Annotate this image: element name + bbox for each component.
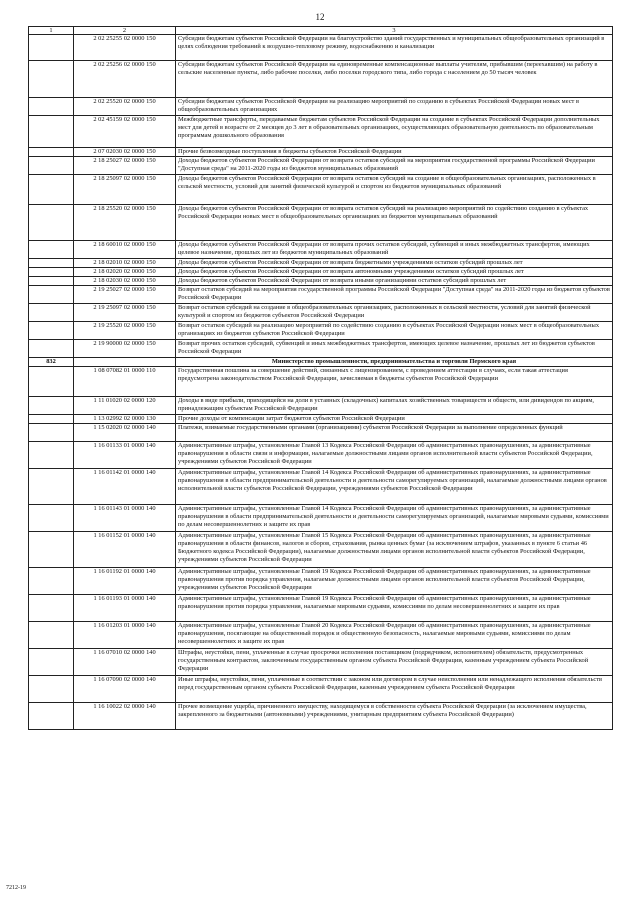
revenue-code-cell: 1 16 07010 02 0000 140 xyxy=(74,649,176,676)
table-row xyxy=(29,424,613,442)
revenue-description-cell: Доходы бюджетов субъектов Российской Федерации от возврата остатков субсидий на создание в общеобразовательных организациях, расположенных в сельской местности, условий для занятий физической культурой и спортом из бюджетов муниципальных образований xyxy=(176,175,613,205)
revenue-description-cell: Прочее возмещение ущерба, причиненного имуществу, находящемуся в собственности субъекта Российской Федерации (за исключением имущества, закрепленного за бюджетными (автономными) учреждениями, унитарным предприятиям субъекта Российской Федерации) xyxy=(176,703,613,730)
revenue-description-cell: Административные штрафы, установленные Главой 13 Кодекса Российской Федерации об административных правонарушениях, за административные правонарушения в области связи и информации, налагаемые должностными лицами органов исполнительной власти субъектов Российской Федерации, учреждениями субъектов Российской Федерации xyxy=(176,442,613,469)
table-row xyxy=(29,622,613,649)
admin-code-cell xyxy=(29,148,74,157)
revenue-description-cell: Иные штрафы, неустойки, пени, уплаченные в соответствии с законом или договором в случае неисполнения или ненадлежащего исполнения обязательств перед государственным органом субъекта Российской Федерации, казенным учреждением субъекта Российской Федерации xyxy=(176,676,613,703)
revenue-description-cell: Платежи, взимаемые государственными органами (организациями) субъектов Российской Федерации за выполнение определенных функций xyxy=(176,424,613,442)
revenue-code-cell: 1 16 01193 01 0000 140 xyxy=(74,595,176,622)
table-row xyxy=(29,568,613,595)
revenue-code-cell: 1 16 01133 01 0000 140 xyxy=(74,442,176,469)
revenue-description-cell: Административные штрафы, установленные Главой 20 Кодекса Российской Федерации об административных правонарушениях, за административные правонарушения, посягающие на общественный порядок и общественную безопасность, налагаемые мировыми судьями, комиссиями по делам несовершеннолетних и защите их прав xyxy=(176,622,613,649)
revenue-description-cell: Административные штрафы, установленные Главой 19 Кодекса Российской Федерации об административных правонарушениях, за административные правонарушения против порядка управления, налагаемые должностными лицами органов исполнительной власти субъектов Российской Федерации, учреждениями субъектов Российской Федерации xyxy=(176,568,613,595)
revenue-description-cell: Прочие безвозмездные поступления в бюджеты субъектов Российской Федерации xyxy=(176,148,613,157)
revenue-code-cell: 1 15 02020 02 0000 140 xyxy=(74,424,176,442)
page-number: 12 xyxy=(315,12,325,22)
revenue-description-cell: Возврат остатков субсидий на создание в общеобразовательных организациях, расположенных в сельской местности, условий для занятий физической культурой и спортом из бюджетов субъектов Российской Федерации xyxy=(176,304,613,322)
admin-code-cell xyxy=(29,595,74,622)
admin-code-cell xyxy=(29,367,74,397)
table-row xyxy=(29,241,613,259)
admin-code-cell xyxy=(29,505,74,532)
admin-code-cell xyxy=(29,304,74,322)
revenue-description-cell: Межбюджетные трансферты, передаваемые бюджетам субъектов Российской Федерации на создание в субъектах Российской Федерации дополнительных мест для детей в возрасте от 2 месяцев до 3 лет в образовательных организациях, осуществляющих образовательную деятельность по образовательным программам дошкольного образования xyxy=(176,116,613,148)
admin-code-cell xyxy=(29,259,74,268)
table-row xyxy=(29,116,613,148)
table-row xyxy=(29,277,613,286)
revenue-description-cell: Субсидии бюджетам субъектов Российской Федерации на единовременные компенсационные выплаты учителям, прибывшим (переехавшим) на работу в сельские населенные пункты, либо рабочие поселки, либо поселки городского типа, либо города с населением до 50 тысяч человек xyxy=(176,61,613,98)
ministry-title: Министерство промышленности, предпринимательства и торговли Пермского края xyxy=(176,358,613,367)
revenue-description-cell: Административные штрафы, установленные Главой 15 Кодекса Российской Федерации об административных правонарушениях, за административные правонарушения в области финансов, налогов и сборов, страхования, рынка ценных бумаг (за исключением штрафов, указанных в пункте 6 статьи 46 Бюджетного кодекса Российской Федерации), налагаемые должностными лицами органов исполнительной власти субъектов Российской Федерации, учреждениями субъектов Российской Федерации xyxy=(176,532,613,568)
revenue-description-cell: Государственная пошлина за совершение действий, связанных с лицензированием, с проведением аттестации в случаях, если такая аттестация предусмотрена законодательством Российской Федерации, зачисляемая в бюджеты субъектов Российской Федерации xyxy=(176,367,613,397)
revenue-code-cell: 2 02 25255 02 0000 150 xyxy=(74,35,176,61)
revenue-code-cell: 1 08 07082 01 0000 110 xyxy=(74,367,176,397)
revenue-code-cell: 2 18 02020 02 0000 150 xyxy=(74,268,176,277)
admin-code-cell xyxy=(29,676,74,703)
revenue-code-cell: 2 18 25097 02 0000 150 xyxy=(74,175,176,205)
revenue-code-cell: 2 19 25097 02 0000 150 xyxy=(74,304,176,322)
revenue-description-cell: Доходы бюджетов субъектов Российской Федерации от возврата иными организациями остатков субсидий прошлых лет xyxy=(176,277,613,286)
revenue-description-cell: Доходы бюджетов субъектов Российской Федерации от возврата автономными учреждениями остатков субсидий прошлых лет xyxy=(176,268,613,277)
revenue-code-cell: 2 18 25027 02 0000 150 xyxy=(74,157,176,175)
revenue-code-cell: 2 19 90000 02 0000 150 xyxy=(74,340,176,358)
admin-code-cell xyxy=(29,205,74,241)
ministry-row xyxy=(29,358,613,367)
admin-code-cell xyxy=(29,415,74,424)
revenue-code-cell: 2 02 45159 02 0000 150 xyxy=(74,116,176,148)
revenue-code-cell: 2 18 60010 02 0000 150 xyxy=(74,241,176,259)
admin-code-cell xyxy=(29,175,74,205)
admin-code-cell xyxy=(29,35,74,61)
table-row xyxy=(29,649,613,676)
revenue-description-cell: Прочие доходы от компенсации затрат бюджетов субъектов Российской Федерации xyxy=(176,415,613,424)
table-row xyxy=(29,595,613,622)
revenue-description-cell: Доходы бюджетов субъектов Российской Федерации от возврата остатков субсидий на реализацию мероприятий по содействию созданию в субъектах Российской Федерации новых мест в общеобразовательных организациях из бюджетов муниципальных образований xyxy=(176,205,613,241)
revenue-code-cell: 1 16 01152 01 0000 140 xyxy=(74,532,176,568)
table-header-row xyxy=(29,27,613,35)
revenue-description-cell: Административные штрафы, установленные Главой 19 Кодекса Российской Федерации об административных правонарушениях, за административные правонарушения против порядка управления, налагаемые мировыми судьями, комиссиями по делам несовершеннолетних и защите их прав xyxy=(176,595,613,622)
revenue-code-cell: 2 02 25256 02 0000 150 xyxy=(74,61,176,98)
table-row xyxy=(29,676,613,703)
revenue-code-cell: 1 13 02992 02 0000 130 xyxy=(74,415,176,424)
admin-code-cell xyxy=(29,116,74,148)
revenue-description-cell: Административные штрафы, установленные Главой 14 Кодекса Российской Федерации об административных правонарушениях, за административные правонарушения в области предпринимательской деятельности и деятельности саморегулируемых организаций, налагаемые мировыми судьями, комиссиями по делам несовершеннолетних и защите их прав xyxy=(176,505,613,532)
ministry-number: 832 xyxy=(29,358,74,367)
admin-code-cell xyxy=(29,268,74,277)
table-row xyxy=(29,442,613,469)
revenue-code-cell: 1 16 07090 02 0000 140 xyxy=(74,676,176,703)
admin-code-cell xyxy=(29,241,74,259)
admin-code-cell xyxy=(29,61,74,98)
revenue-description-cell: Возврат остатков субсидий на реализацию мероприятий по содействию созданию в субъектах Российской Федерации новых мест в общеобразовательных организациях из бюджетов субъектов Российской Федерации xyxy=(176,322,613,340)
table-row xyxy=(29,98,613,116)
revenue-code-cell: 1 16 10022 02 0000 140 xyxy=(74,703,176,730)
revenue-code-cell: 2 18 02030 02 0000 150 xyxy=(74,277,176,286)
header-col-1: 1 xyxy=(29,27,74,35)
admin-code-cell xyxy=(29,424,74,442)
document-footer-code: 7212-19 xyxy=(6,885,26,891)
admin-code-cell xyxy=(29,469,74,505)
revenue-code-cell: 1 16 01143 01 0000 140 xyxy=(74,505,176,532)
revenue-code-cell: 2 18 25520 02 0000 150 xyxy=(74,205,176,241)
admin-code-cell xyxy=(29,703,74,730)
table-row xyxy=(29,259,613,268)
revenue-code-cell: 2 19 25027 02 0000 150 xyxy=(74,286,176,304)
revenue-description-cell: Доходы бюджетов субъектов Российской Федерации от возврата остатков субсидий на мероприятия государственной программы Российской Федерации "Доступная среда" на 2011-2020 годы из бюджетов муниципальных образований xyxy=(176,157,613,175)
admin-code-cell xyxy=(29,532,74,568)
table-row xyxy=(29,505,613,532)
admin-code-cell xyxy=(29,98,74,116)
table-row xyxy=(29,35,613,61)
table-row xyxy=(29,157,613,175)
revenue-code-cell: 1 16 01203 01 0000 140 xyxy=(74,622,176,649)
table-row xyxy=(29,304,613,322)
table-row xyxy=(29,532,613,568)
admin-code-cell xyxy=(29,286,74,304)
revenue-description-cell: Доходы бюджетов субъектов Российской Федерации от возврата прочих остатков субсидий, субвенций и иных межбюджетных трансфертов, имеющих целевое назначение, прошлых лет из бюджетов муниципальных образований xyxy=(176,241,613,259)
revenue-code-cell: 2 02 25520 02 0000 150 xyxy=(74,98,176,116)
table-row xyxy=(29,415,613,424)
admin-code-cell xyxy=(29,397,74,415)
revenue-description-cell: Административные штрафы, установленные Главой 14 Кодекса Российской Федерации об административных правонарушениях, за административные правонарушения в области предпринимательской деятельности и деятельности саморегулируемых организаций, налагаемые должностными лицами органов исполнительной власти субъектов Российской Федерации, учреждениями субъектов Российской Федерации xyxy=(176,469,613,505)
revenue-codes-table xyxy=(28,26,613,730)
table-row xyxy=(29,286,613,304)
admin-code-cell xyxy=(29,340,74,358)
revenue-code-cell: 1 16 01192 01 0000 140 xyxy=(74,568,176,595)
revenue-description-cell: Возврат прочих остатков субсидий, субвенций и иных межбюджетных трансфертов, имеющих целевое назначение, прошлых лет из бюджетов субъектов Российской Федерации xyxy=(176,340,613,358)
revenue-code-cell: 1 11 01020 02 0000 120 xyxy=(74,397,176,415)
header-col-2: 2 xyxy=(74,27,176,35)
table-row xyxy=(29,148,613,157)
table-row xyxy=(29,397,613,415)
admin-code-cell xyxy=(29,157,74,175)
revenue-description-cell: Доходы бюджетов субъектов Российской Федерации от возврата бюджетными учреждениями остатков субсидий прошлых лет xyxy=(176,259,613,268)
revenue-description-cell: Возврат остатков субсидий на мероприятия государственной программы Российской Федерации "Доступная среда" на 2011-2020 годы из бюджетов субъектов Российской Федерации xyxy=(176,286,613,304)
table-row xyxy=(29,703,613,730)
revenue-description-cell: Субсидии бюджетам субъектов Российской Федерации на благоустройство зданий государственных и муниципальных общеобразовательных организаций в целях соблюдения требований к воздушно-тепловому режиму, водоснабжению и канализации xyxy=(176,35,613,61)
admin-code-cell xyxy=(29,322,74,340)
admin-code-cell xyxy=(29,442,74,469)
ministry-spacer-cell xyxy=(74,358,176,367)
admin-code-cell xyxy=(29,622,74,649)
revenue-code-cell: 1 16 01142 01 0000 140 xyxy=(74,469,176,505)
table-row xyxy=(29,268,613,277)
header-col-3: 3 xyxy=(176,27,613,35)
table-row xyxy=(29,322,613,340)
revenue-code-cell: 2 07 02030 02 0000 150 xyxy=(74,148,176,157)
table-row xyxy=(29,205,613,241)
table-row xyxy=(29,340,613,358)
table-row xyxy=(29,175,613,205)
table-row xyxy=(29,61,613,98)
table-row xyxy=(29,367,613,397)
revenue-description-cell: Доходы в виде прибыли, приходящейся на доли в уставных (складочных) капиталах хозяйственных товариществ и обществ, или дивидендов по акциям, принадлежащим субъектам Российской Федерации xyxy=(176,397,613,415)
admin-code-cell xyxy=(29,277,74,286)
revenue-description-cell: Штрафы, неустойки, пени, уплаченные в случае просрочки исполнения поставщиком (подрядчиком, исполнителем) обязательств, предусмотренных государственным контрактом, заключенным государственным органом субъекта Российской Федерации, казенным учреждением субъекта Российской Федерации xyxy=(176,649,613,676)
revenue-description-cell: Субсидии бюджетам субъектов Российской Федерации на реализацию мероприятий по созданию в субъектах Российской Федерации новых мест в общеобразовательных организациях xyxy=(176,98,613,116)
admin-code-cell xyxy=(29,568,74,595)
admin-code-cell xyxy=(29,649,74,676)
revenue-code-cell: 2 19 25520 02 0000 150 xyxy=(74,322,176,340)
revenue-code-cell: 2 18 02010 02 0000 150 xyxy=(74,259,176,268)
table-row xyxy=(29,469,613,505)
